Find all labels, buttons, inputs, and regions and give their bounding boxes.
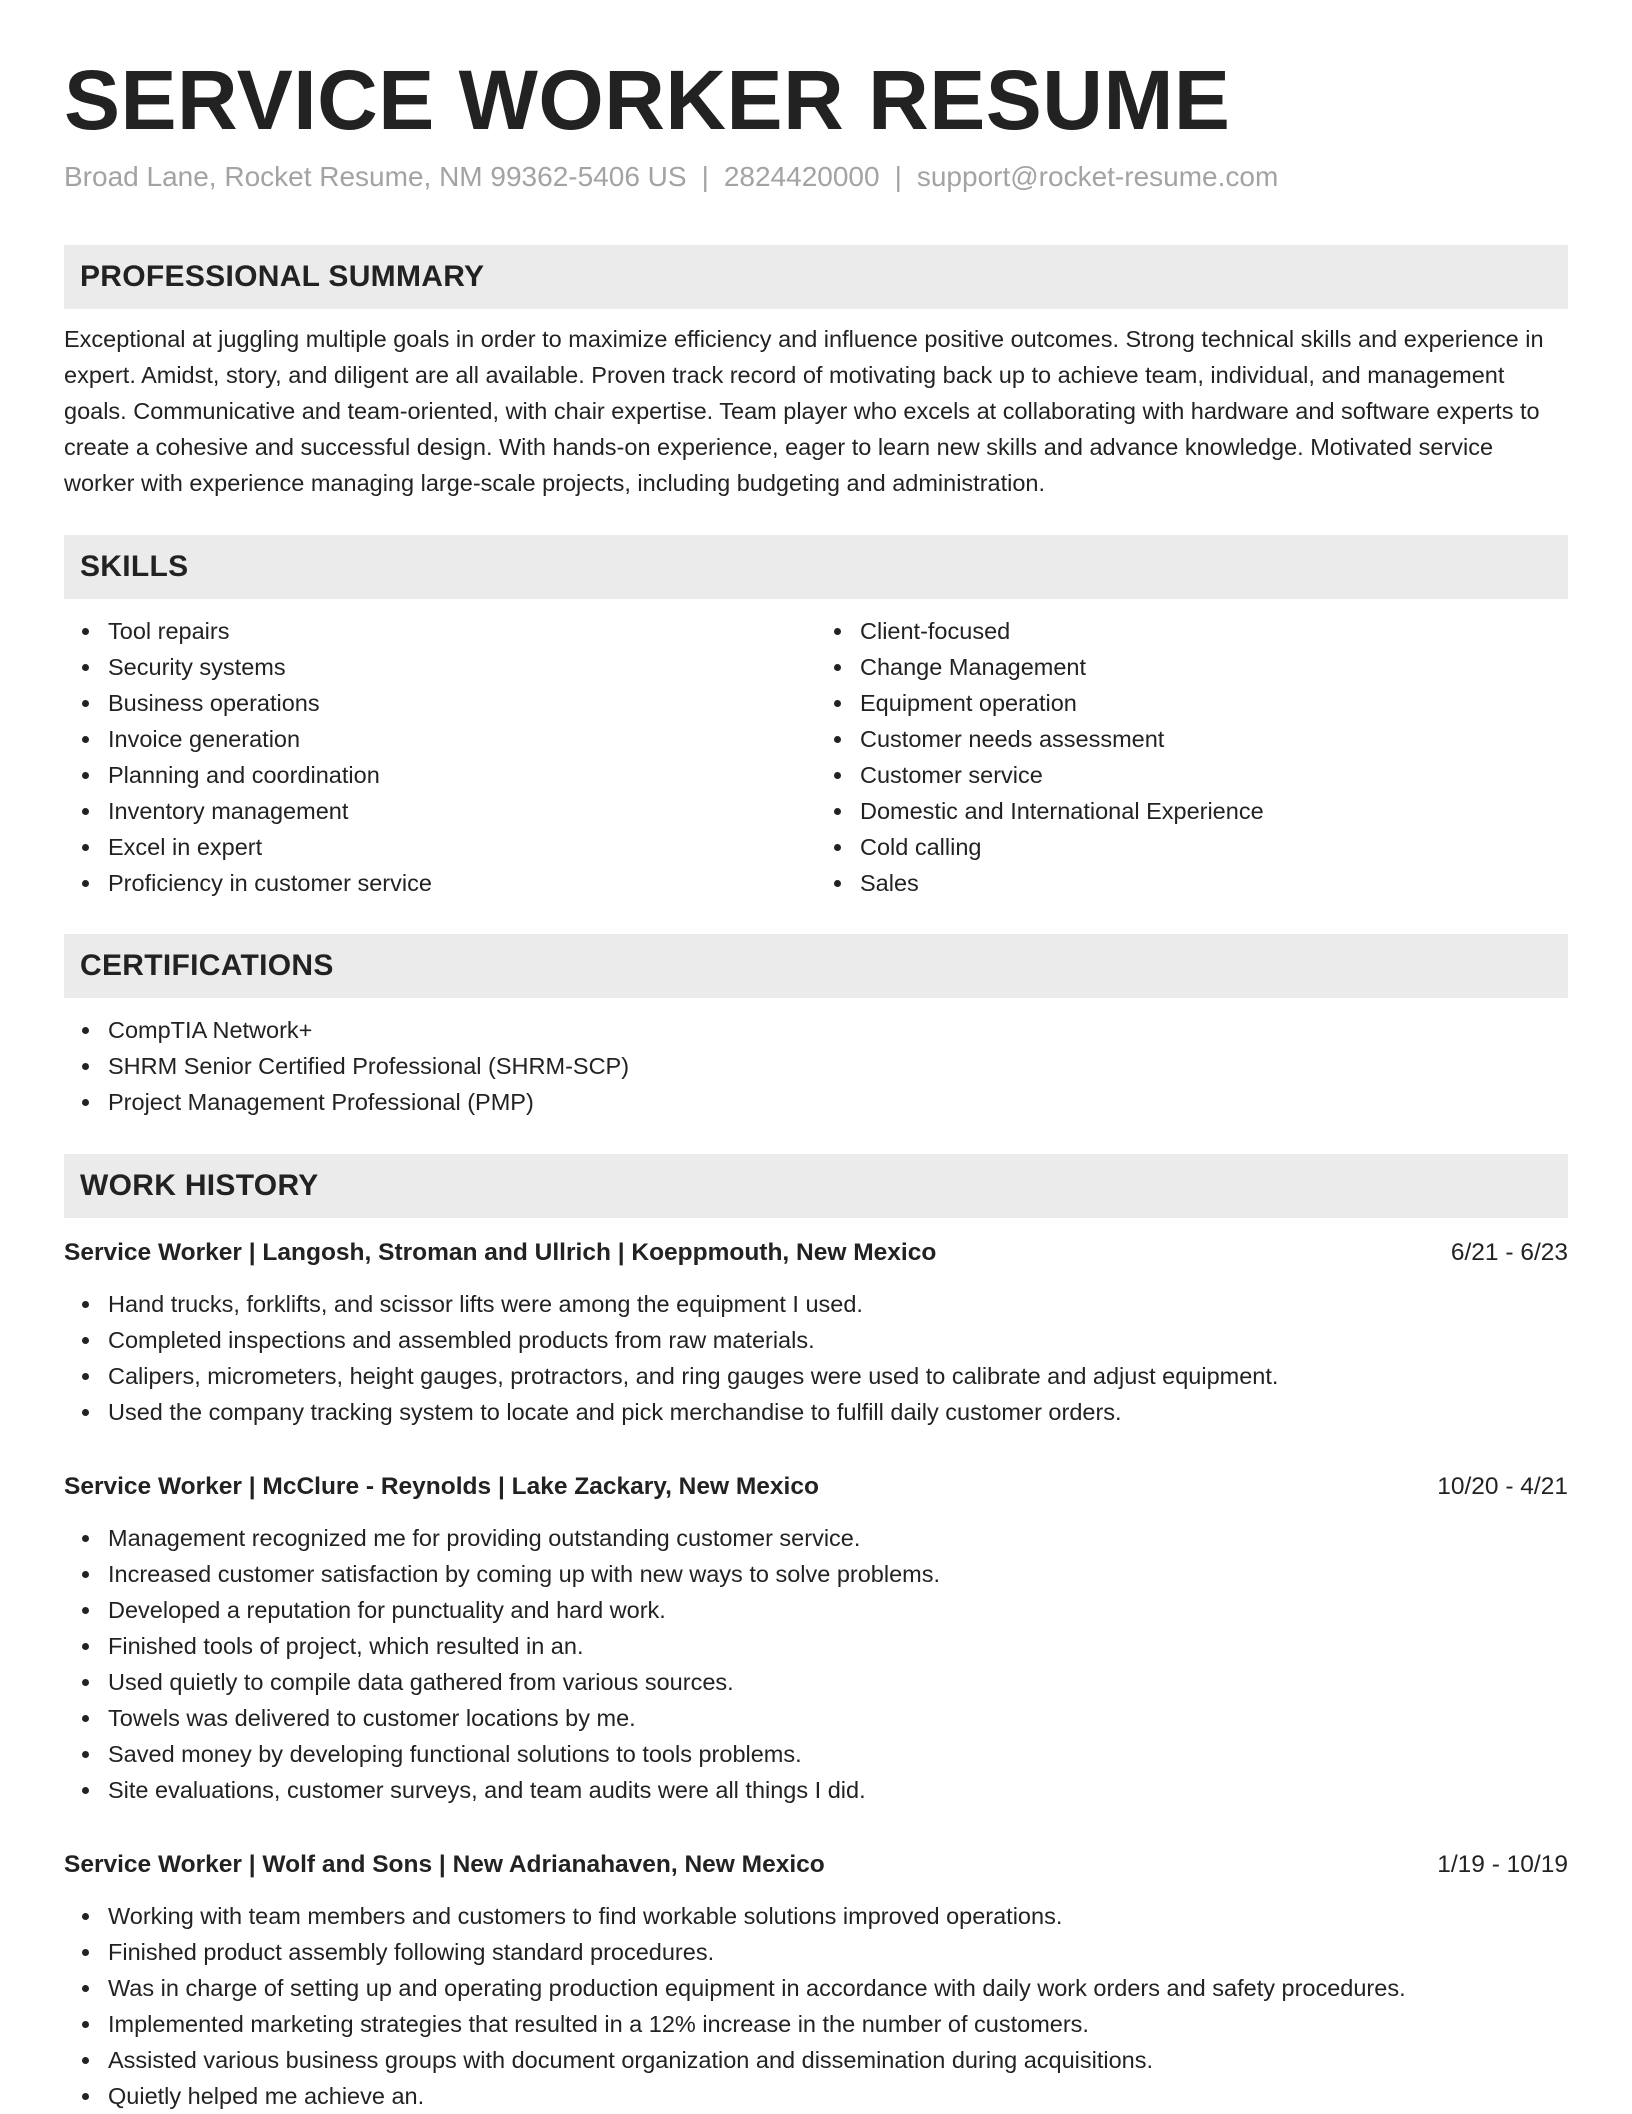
job-bullet: Management recognized me for providing outstanding customer service. <box>108 1520 1568 1556</box>
skill-item: Invoice generation <box>108 721 816 757</box>
job-entry <box>64 1236 1568 1430</box>
skills-list-right <box>816 613 1568 901</box>
section-heading-certifications: CERTIFICATIONS <box>64 934 1568 998</box>
job-bullet: Towels was delivered to customer locations by me. <box>108 1700 1568 1736</box>
job-bullets <box>64 1286 1568 1430</box>
job-list <box>64 1236 1568 2114</box>
job-bullet: Working with team members and customers to find workable solutions improved operations. <box>108 1898 1568 1934</box>
skill-item: Cold calling <box>860 829 1568 865</box>
skill-item: Customer service <box>860 757 1568 793</box>
job-bullet: Hand trucks, forklifts, and scissor lifts were among the equipment I used. <box>108 1286 1568 1322</box>
skill-item: Change Management <box>860 649 1568 685</box>
job-bullet: Assisted various business groups with document organization and dissemination during acquisitions. <box>108 2042 1568 2078</box>
job-dates: 1/19 - 10/19 <box>1437 1850 1568 1878</box>
skill-item: Domestic and International Experience <box>860 793 1568 829</box>
skill-item: Equipment operation <box>860 685 1568 721</box>
certification-item: Project Management Professional (PMP) <box>108 1084 1568 1120</box>
resume-title: SERVICE WORKER RESUME <box>64 53 1231 147</box>
job-bullet: Site evaluations, customer surveys, and team audits were all things I did. <box>108 1772 1568 1808</box>
contact-email: support@rocket-resume.com <box>916 160 1279 192</box>
job-bullet: Used the company tracking system to locate and pick merchandise to fulfill daily customer orders. <box>108 1394 1568 1430</box>
summary-text: Exceptional at juggling multiple goals in order to maximize efficiency and influence positive outcomes. Strong technical skills and experience in expert. Amidst, story, and diligent are all available. Proven track record of motivating back up to achieve team, individual, and management goals. Communicative and team-oriented, with chair expertise. Team player who excels at collaborating with hardware and software experts to create a cohesive and successful design. With hands-on experience, eager to learn new skills and advance knowledge. Motivated service worker with experience managing large-scale projects, including budgeting and administration. <box>64 325 1544 496</box>
resume-page <box>64 52 1568 2114</box>
job-bullet: Quietly helped me achieve an. <box>108 2078 1568 2114</box>
job-bullet: Used quietly to compile data gathered from various sources. <box>108 1664 1568 1700</box>
job-bullet: Completed inspections and assembled products from raw materials. <box>108 1322 1568 1358</box>
professional-summary-section <box>64 245 1568 501</box>
job-bullets <box>64 1898 1568 2114</box>
job-title: Service Worker | Wolf and Sons | New Adrianahaven, New Mexico <box>64 1850 825 1878</box>
skill-item: Business operations <box>108 685 816 721</box>
job-header <box>64 1236 1568 1270</box>
job-title: Service Worker | McClure - Reynolds | Lake Zackary, New Mexico <box>64 1472 819 1500</box>
skill-item: Security systems <box>108 649 816 685</box>
skill-item: Customer needs assessment <box>860 721 1568 757</box>
section-heading-skills: SKILLS <box>64 535 1568 599</box>
skill-item: Excel in expert <box>108 829 816 865</box>
certification-item: CompTIA Network+ <box>108 1012 1568 1048</box>
job-bullet: Finished tools of project, which resulted in an. <box>108 1628 1568 1664</box>
job-header <box>64 1848 1568 1882</box>
contact-address: Broad Lane, Rocket Resume, NM 99362-5406 US <box>64 160 687 192</box>
skill-item: Tool repairs <box>108 613 816 649</box>
job-bullet: Calipers, micrometers, height gauges, protractors, and ring gauges were used to calibrate and adjust equipment. <box>108 1358 1568 1394</box>
skill-item: Sales <box>860 865 1568 901</box>
job-bullet: Saved money by developing functional solutions to tools problems. <box>108 1736 1568 1772</box>
section-heading-work-history: WORK HISTORY <box>64 1154 1568 1218</box>
skills-list-left <box>64 613 816 901</box>
contact-separator: | <box>701 160 709 192</box>
skills-section <box>64 535 1568 901</box>
job-bullet: Developed a reputation for punctuality and hard work. <box>108 1592 1568 1628</box>
job-bullet: Was in charge of setting up and operating production equipment in accordance with daily work orders and safety procedures. <box>108 1970 1568 2006</box>
skill-item: Proficiency in customer service <box>108 865 816 901</box>
job-dates: 6/21 - 6/23 <box>1450 1238 1568 1266</box>
work-history-section <box>64 1154 1568 2114</box>
contact-line <box>64 159 1568 195</box>
job-header <box>64 1470 1568 1504</box>
job-dates: 10/20 - 4/21 <box>1437 1472 1568 1500</box>
job-bullet: Implemented marketing strategies that resulted in a 12% increase in the number of customers. <box>108 2006 1568 2042</box>
job-entry <box>64 1470 1568 1808</box>
certifications-list <box>64 1012 1568 1120</box>
skill-item: Inventory management <box>108 793 816 829</box>
job-bullets <box>64 1520 1568 1808</box>
contact-separator: | <box>894 160 902 192</box>
contact-phone: 2824420000 <box>723 160 880 192</box>
certifications-section <box>64 934 1568 1120</box>
skill-item: Planning and coordination <box>108 757 816 793</box>
certification-item: SHRM Senior Certified Professional (SHRM-SCP) <box>108 1048 1568 1084</box>
section-heading-summary: PROFESSIONAL SUMMARY <box>64 245 1568 309</box>
job-bullet: Increased customer satisfaction by coming up with new ways to solve problems. <box>108 1556 1568 1592</box>
job-bullet: Finished product assembly following standard procedures. <box>108 1934 1568 1970</box>
skill-item: Client-focused <box>860 613 1568 649</box>
job-entry <box>64 1848 1568 2114</box>
job-title: Service Worker | Langosh, Stroman and Ullrich | Koeppmouth, New Mexico <box>64 1238 937 1266</box>
skills-columns <box>64 613 1568 901</box>
